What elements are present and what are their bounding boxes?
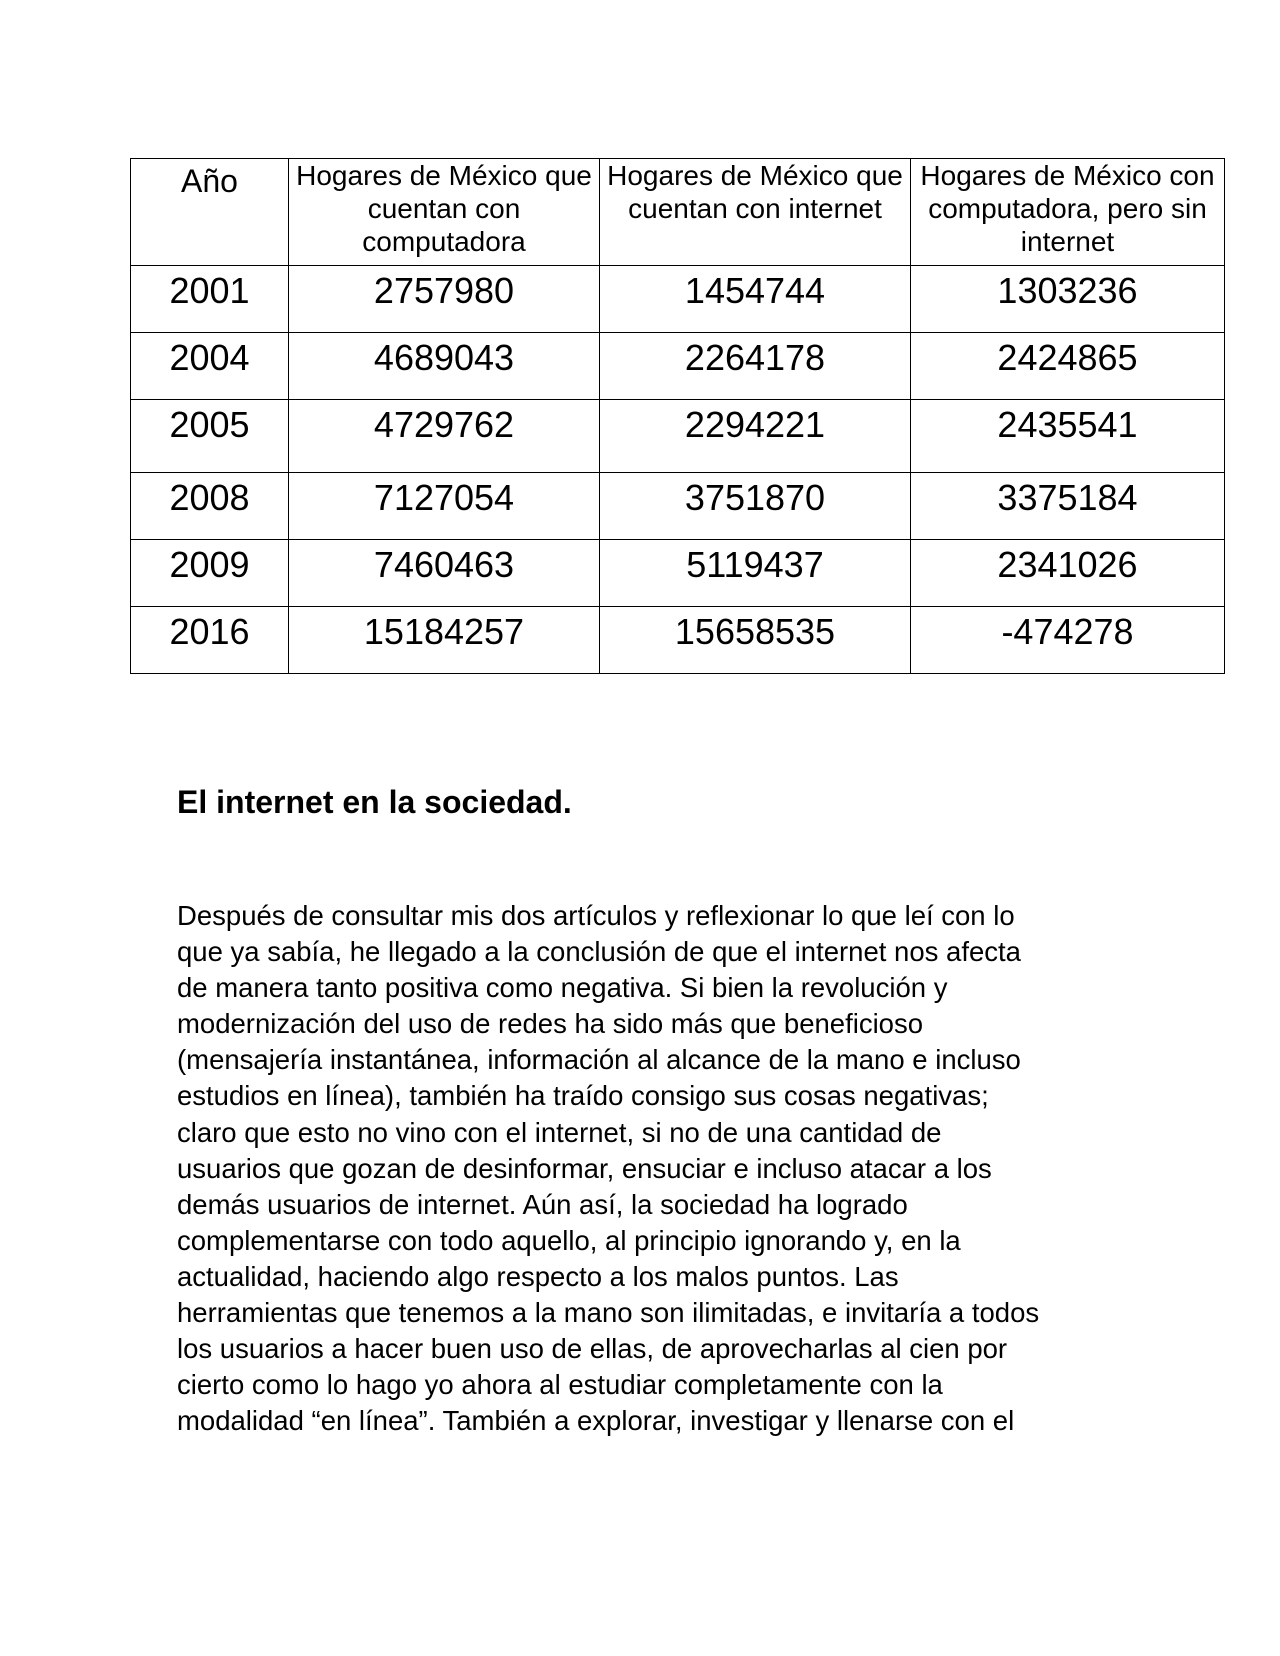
paragraph-line: herramientas que tenemos a la mano son ilimitadas, e invitaría a todos	[177, 1297, 1040, 1329]
paragraph-line: demás usuarios de internet. Aún así, la sociedad ha logrado	[177, 1188, 908, 1220]
header-computer-no-internet: Hogares de México con computadora, pero sin internet	[911, 159, 1225, 266]
body-paragraph	[177, 898, 1137, 1439]
paragraph-line: claro que esto no vino con el internet, si no de una cantidad de	[177, 1116, 942, 1148]
cell-computer-no-internet: 1303236	[911, 266, 1225, 333]
section-heading: El internet en la sociedad.	[177, 784, 572, 820]
table-row	[131, 400, 1225, 473]
cell-internet: 2264178	[600, 333, 911, 400]
header-computers: Hogares de México que cuentan con computadora	[289, 159, 600, 266]
cell-year: 2009	[131, 540, 289, 607]
paragraph-line: que ya sabía, he llegado a la conclusión de que el internet nos afecta	[177, 936, 1021, 968]
cell-internet: 5119437	[600, 540, 911, 607]
table-row	[131, 333, 1225, 400]
cell-internet: 2294221	[600, 400, 911, 473]
paragraph-line: de manera tanto positiva como negativa. Si bien la revolución y	[177, 972, 948, 1004]
table-row	[131, 607, 1225, 674]
paragraph-line: complementarse con todo aquello, al principio ignorando y, en la	[177, 1224, 961, 1256]
paragraph-line: estudios en línea), también ha traído consigo sus cosas negativas;	[177, 1080, 989, 1112]
table-row	[131, 473, 1225, 540]
paragraph-line: actualidad, haciendo algo respecto a los malos puntos. Las	[177, 1260, 899, 1292]
cell-year: 2001	[131, 266, 289, 333]
cell-computers: 7127054	[289, 473, 600, 540]
paragraph-line: (mensajería instantánea, información al alcance de la mano e incluso	[177, 1044, 1021, 1076]
cell-internet: 15658535	[600, 607, 911, 674]
paragraph-line: cierto como lo hago yo ahora al estudiar completamente con la	[177, 1369, 943, 1401]
table-header-row	[131, 159, 1225, 266]
cell-year: 2005	[131, 400, 289, 473]
cell-computer-no-internet: 2435541	[911, 400, 1225, 473]
cell-computers: 4729762	[289, 400, 600, 473]
cell-year: 2016	[131, 607, 289, 674]
cell-computer-no-internet: 2341026	[911, 540, 1225, 607]
cell-year: 2008	[131, 473, 289, 540]
paragraph-line: usuarios que gozan de desinformar, ensuciar e incluso atacar a los	[177, 1152, 992, 1184]
cell-computer-no-internet: 3375184	[911, 473, 1225, 540]
header-internet: Hogares de México que cuentan con internet	[600, 159, 911, 266]
table-row	[131, 540, 1225, 607]
paragraph-line: modernización del uso de redes ha sido más que beneficioso	[177, 1008, 924, 1040]
paragraph-line: Después de consultar mis dos artículos y reflexionar lo que leí con lo	[177, 900, 1015, 931]
cell-computers: 7460463	[289, 540, 600, 607]
paragraph-line: modalidad “en línea”. También a explorar, investigar y llenarse con el	[177, 1405, 1015, 1437]
table-row	[131, 266, 1225, 333]
households-table	[130, 158, 1225, 674]
cell-internet: 1454744	[600, 266, 911, 333]
cell-computer-no-internet: 2424865	[911, 333, 1225, 400]
paragraph-line: los usuarios a hacer buen uso de ellas, de aprovecharlas al cien por	[177, 1333, 1008, 1365]
cell-computers: 2757980	[289, 266, 600, 333]
cell-internet: 3751870	[600, 473, 911, 540]
cell-computer-no-internet: -474278	[911, 607, 1225, 674]
cell-year: 2004	[131, 333, 289, 400]
cell-computers: 4689043	[289, 333, 600, 400]
cell-computers: 15184257	[289, 607, 600, 674]
header-year: Año	[131, 159, 289, 266]
